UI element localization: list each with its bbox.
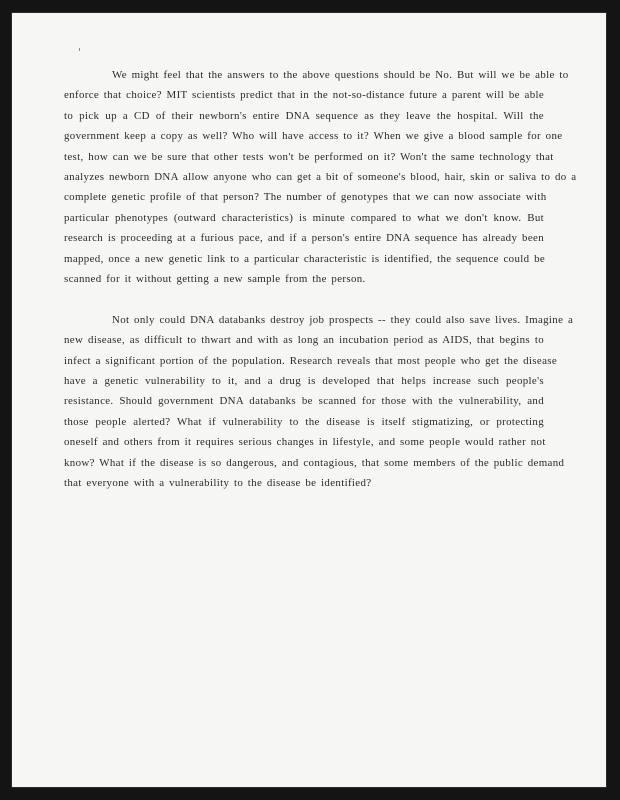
text-line: research is proceeding at a furious pace, and if a person's entire DNA sequence has already been [64, 232, 544, 245]
text-line: Not only could DNA databanks destroy job prospects -- they could also save lives. Imagine a [112, 313, 574, 326]
text-line: mapped, once a new genetic link to a particular characteristic is identified, the sequence could be [64, 252, 546, 265]
text-line: infect a significant portion of the population. Research reveals that most people who get the disease [64, 354, 558, 367]
text-line: analyzes newborn DNA allow anyone who can get a bit of someone's blood, hair, skin or saliva to do a [64, 171, 577, 184]
document-body [64, 65, 577, 494]
paragraph-gap [64, 289, 544, 309]
text-line: have a genetic vulnerability to it, and a drug is developed that helps increase such people's [64, 375, 544, 388]
text-line: know? What if the disease is so dangerous, and contagious, that some members of the public demand [64, 456, 565, 469]
text-line: that everyone with a vulnerability to the disease be identified? [64, 477, 372, 490]
text-line: particular phenotypes (outward characteristics) is minute compared to what we don't know. But [64, 211, 544, 224]
text-line: to pick up a CD of their newborn's entire DNA sequence as they leave the hospital. Will the [64, 109, 544, 122]
text-line: resistance. Should government DNA databanks be scanned for those with the vulnerability, and [64, 395, 544, 408]
paper-speck [79, 48, 80, 51]
text-line: We might feel that the answers to the above questions should be No. But will we be able to [112, 69, 569, 81]
paragraph-1 [64, 65, 577, 289]
text-line: new disease, as difficult to thwart and with as long an incubation period as AIDS, that begins to [64, 334, 544, 347]
text-line: scanned for it without getting a new sample from the person. [64, 273, 366, 286]
text-line: enforce that choice? MIT scientists predict that in the not-so-distance future a parent will be able [64, 89, 545, 102]
paragraph-2 [64, 310, 574, 494]
text-line: test, how can we be sure that other tests won't be performed on it? Won't the same technology that [64, 150, 554, 163]
text-line: oneself and others from it requires serious changes in lifestyle, and some people would rather not [64, 436, 546, 449]
text-line: complete genetic profile of that person? The number of genotypes that we can now associate with [64, 191, 547, 204]
text-line: those people alerted? What if vulnerability to the disease is itself stigmatizing, or protecting [64, 415, 544, 428]
text-line: government keep a copy as well? Who will have access to it? When we give a blood sample for one [64, 130, 563, 143]
